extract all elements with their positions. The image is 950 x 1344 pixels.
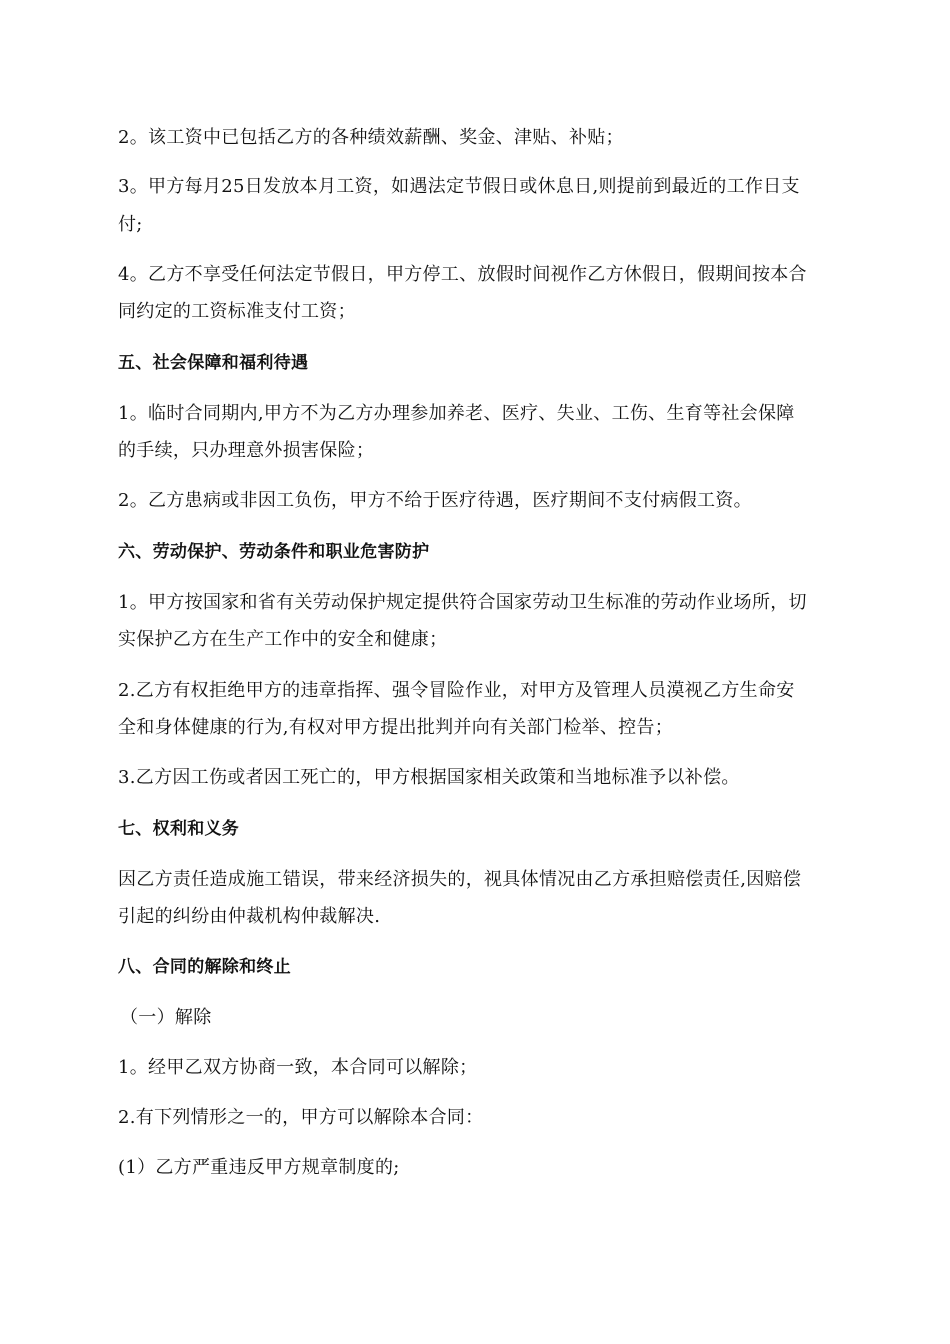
paragraph-line: 引起的纠纷由仲裁机构仲裁解决. [118, 906, 381, 927]
paragraph-line: 2.乙方有权拒绝甲方的违章指挥、强令冒险作业，对甲方及管理人员漠视乙方生命安 [118, 680, 795, 701]
section-heading: 五、社会保障和福利待遇 [118, 353, 309, 373]
paragraph-line: 1。甲方按国家和省有关劳动保护规定提供符合国家劳动卫生标准的劳动作业场所，切 [118, 592, 807, 613]
paragraph-line: (1）乙方严重违反甲方规章制度的; [118, 1157, 400, 1178]
paragraph-line: 3。甲方每月25日发放本月工资，如遇法定节假日或休息日,则提前到最近的工作日支 [118, 176, 800, 197]
paragraph-line: 付; [118, 214, 143, 235]
paragraph-line: 2.有下列情形之一的，甲方可以解除本合同： [118, 1107, 484, 1128]
paragraph-line: 同约定的工资标准支付工资； [118, 301, 356, 322]
paragraph-line: 因乙方责任造成施工错误，带来经济损失的，视具体情况由乙方承担赔偿责任,因赔偿 [118, 869, 802, 890]
subsection-heading: （一）解除 [120, 1007, 212, 1028]
section-heading: 六、劳动保护、劳动条件和职业危害防护 [118, 542, 430, 562]
paragraph-line: 全和身体健康的行为,有权对甲方提出批判并向有关部门检举、控告； [118, 717, 674, 738]
paragraph-line: 实保护乙方在生产工作中的安全和健康； [118, 629, 448, 650]
section-heading: 八、合同的解除和终止 [118, 957, 291, 977]
paragraph-line: 1。经甲乙双方协商一致，本合同可以解除； [118, 1057, 478, 1078]
section-heading: 七、权利和义务 [118, 819, 240, 839]
paragraph-line: 的手续，只办理意外损害保险； [118, 440, 375, 461]
paragraph-line: 1。临时合同期内,甲方不为乙方办理参加养老、医疗、失业、工伤、生育等社会保障 [118, 403, 795, 424]
paragraph-line: 3.乙方因工伤或者因工死亡的，甲方根据国家相关政策和当地标准予以补偿。 [118, 767, 740, 788]
paragraph-line: 2。乙方患病或非因工负伤，甲方不给于医疗待遇，医疗期间不支付病假工资。 [118, 490, 752, 511]
paragraph-line: 2。该工资中已包括乙方的各种绩效薪酬、奖金、津贴、补贴； [118, 127, 624, 148]
paragraph-line: 4。乙方不享受任何法定节假日，甲方停工、放假时间视作乙方休假日，假期间按本合 [118, 264, 807, 285]
